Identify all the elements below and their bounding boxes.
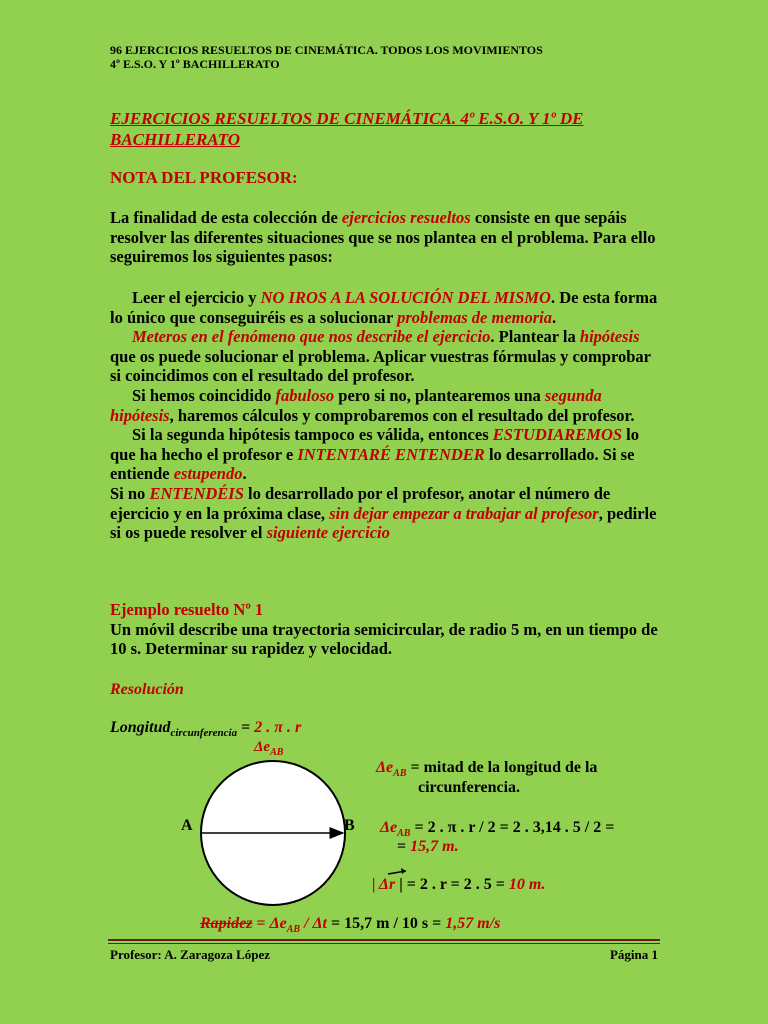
example-text: Un móvil describe una trayectoria semicircular, de radio 5 m, en un tiempo de 10 s. Determinar su rapidez y velocidad. [110,619,658,659]
footer-author: Profesor: A. Zaragoza López [110,947,271,962]
footer-rule-thin [108,943,660,944]
resolucion-heading: Resolución [110,681,184,698]
delta-e-label: $\Delta e_{AB}$ [254,739,284,758]
step-1: Leer el ejercicio y NO IROS A LA SOLUCIÓN DEL MISMO. De esta forma lo único que conseguiréis es a solucionar problemas de memoria. [110,288,658,327]
rapidez-formula: Rapidez = $\Delta e_{AB} / \Delta t = 15,7$ m / 10 s = 1,57 m/s [200,915,501,936]
arc-length-definition-cont: circunferencia. [418,779,521,796]
header-line-2: 4º E.S.O. Y 1º BACHILLERATO [110,57,280,71]
footer-page-number: Página 1 [609,947,658,962]
step-5: Si no ENTENDÉIS lo desarrollado por el profesor, anotar el número de ejercicio y en la próxima clase, sin dejar empezar a trabajar al profesor, pedirle si os puede resolver el siguiente ejercicio [110,483,657,543]
step-4: Si la segunda hipótesis tampoco es válida, entonces ESTUDIAREMOS lo que ha hecho el profesor e INTENTARÉ ENTENDER lo desarrollado. Si se entiende estupendo. [110,425,640,484]
step-3: Si hemos coincidido fabuloso pero si no, plantearemos una segunda hipótesis, haremos cálculos y comprobaremos con el resultado del profesor. [110,385,635,425]
arc-length-result: = 15,7 m. [397,838,459,855]
point-a-label: A [181,817,193,834]
header-line-1: 96 EJERCICIOS RESUELTOS DE CINEMÁTICA. TODOS LOS MOVIMIENTOS [110,43,543,57]
arc-length-definition: $\Delta e_{AB}$ = mitad de la longitud de la [376,759,598,780]
longitud-formula: Longitud$_{circunferencia}$ = 2 . π . r [110,719,302,740]
nota-heading: NOTA DEL PROFESOR: [110,168,298,187]
intro-paragraph: La finalidad de esta colección de ejercicios resueltos consiste en que sepáis resolver las diferentes situaciones que se nos plantea en el problema. Para ello seguiremos los siguientes pasos: [110,208,656,267]
example-title: Ejemplo resuelto Nº 1 [110,600,264,619]
arc-length-calculation: $\Delta e_{AB} = 2$ . π . r / 2 = 2 . 3,14 . 5 / 2 = [380,819,615,840]
point-b-label: B [344,817,355,834]
footer-rule [108,939,660,941]
document-title: EJERCICIOS RESUELTOS DE CINEMÁTICA. 4º E.S.O. Y 1º DE BACHILLERATO [110,109,584,149]
step-2: Meteros en el fenómeno que nos describe el ejercicio. Plantear la hipótesis que os puede solucionar el problema. Aplicar vuestras fórmulas y comprobar si coincidimos con el resultado del profesor. [110,327,651,386]
displacement-calculation: | Δr | = 2 . r = 2 . 5 = 10 m. [372,875,545,895]
